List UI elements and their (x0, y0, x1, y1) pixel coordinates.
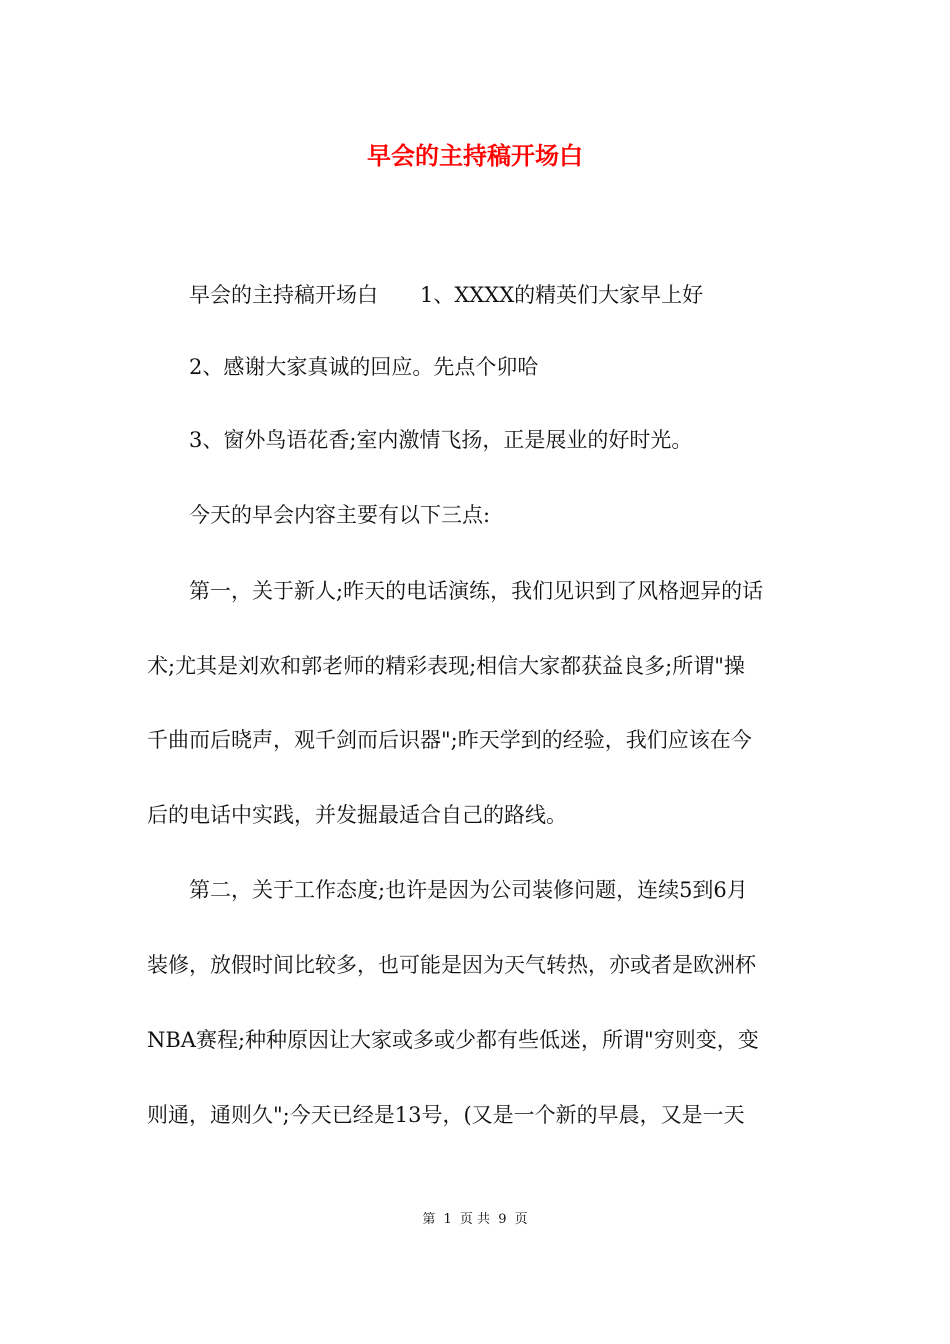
footer-prefix: 第 (422, 1212, 436, 1227)
paragraph-line: 则通，通则久";今天已经是13号，(又是一个新的早晨，又是一天 (147, 1103, 745, 1127)
paragraph-line: 第二，关于工作态度;也许是因为公司装修问题，连续5到6月 (189, 878, 748, 902)
document-title: 早会的主持稿开场白 (367, 141, 583, 170)
paragraph-line: 2、感谢大家真诚的回应。先点个卯哈 (189, 355, 539, 379)
paragraph-line: 今天的早会内容主要有以下三点: (189, 503, 491, 527)
paragraph-line: 第一，关于新人;昨天的电话演练，我们见识到了风格迥异的话 (189, 579, 764, 603)
paragraph-line: NBA赛程;种种原因让大家或多或少都有些低迷，所谓"穷则变，变 (147, 1028, 759, 1052)
footer-total-pages: 9 (498, 1212, 507, 1227)
paragraph-line: 后的电话中实践，并发掘最适合自己的路线。 (147, 803, 567, 827)
paragraph-line: 3、窗外鸟语花香;室内激情飞扬，正是展业的好时光。 (189, 428, 693, 452)
paragraph-line: 早会的主持稿开场白 1、XXXX的精英们大家早上好 (189, 283, 704, 307)
paragraph-line: 装修，放假时间比较多，也可能是因为天气转热，亦或者是欧洲杯 (147, 953, 756, 977)
paragraph-line: 千曲而后晓声，观千剑而后识器";昨天学到的经验，我们应该在今 (147, 728, 752, 752)
page-footer (0, 1208, 950, 1227)
footer-current-page: 1 (443, 1212, 452, 1227)
paragraph-line: 术;尤其是刘欢和郭老师的精彩表现;相信大家都获益良多;所谓"操 (147, 654, 745, 678)
footer-middle: 页 共 (459, 1212, 491, 1227)
footer-suffix: 页 (514, 1212, 528, 1227)
